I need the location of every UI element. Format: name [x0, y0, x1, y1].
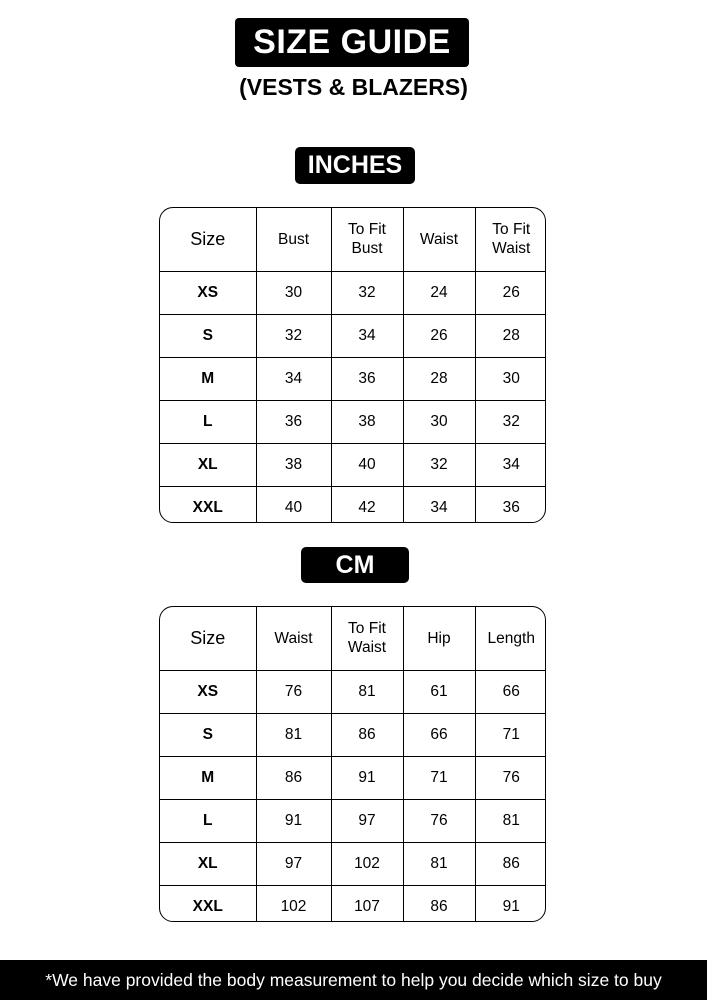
value-cell: 66 [475, 670, 546, 713]
value-cell: 32 [403, 443, 475, 486]
size-cell: S [160, 713, 256, 756]
value-cell: 91 [256, 799, 331, 842]
value-cell: 66 [403, 713, 475, 756]
table-row [160, 799, 546, 842]
value-cell: 91 [331, 756, 403, 799]
value-cell: 81 [475, 799, 546, 842]
size-cell: S [160, 314, 256, 357]
page-subtitle: (VESTS & BLAZERS) [239, 74, 468, 100]
inches-unit-badge: INCHES [295, 147, 415, 184]
value-cell: 61 [403, 670, 475, 713]
table-row [160, 486, 546, 523]
size-cell: L [160, 400, 256, 443]
size-cell: XXL [160, 486, 256, 523]
table-row [160, 756, 546, 799]
value-cell: 34 [403, 486, 475, 523]
inches-size-table [159, 207, 546, 523]
value-cell: 81 [331, 670, 403, 713]
column-header: To Fit Waist [331, 607, 403, 670]
column-header: Hip [403, 607, 475, 670]
value-cell: 86 [475, 842, 546, 885]
value-cell: 38 [331, 400, 403, 443]
column-header: Bust [256, 208, 331, 271]
value-cell: 38 [256, 443, 331, 486]
value-cell: 86 [331, 713, 403, 756]
value-cell: 26 [403, 314, 475, 357]
value-cell: 26 [475, 271, 546, 314]
size-cell: L [160, 799, 256, 842]
column-header: Waist [403, 208, 475, 271]
value-cell: 36 [475, 486, 546, 523]
value-cell: 102 [331, 842, 403, 885]
value-cell: 30 [256, 271, 331, 314]
value-cell: 76 [475, 756, 546, 799]
column-header: Length [475, 607, 546, 670]
table-header-row [160, 208, 546, 271]
table-row [160, 885, 546, 922]
table-row [160, 713, 546, 756]
value-cell: 32 [331, 271, 403, 314]
value-cell: 76 [256, 670, 331, 713]
cm-size-table [159, 606, 546, 922]
value-cell: 32 [475, 400, 546, 443]
value-cell: 30 [475, 357, 546, 400]
column-header: Size [160, 607, 256, 670]
size-cell: M [160, 756, 256, 799]
value-cell: 81 [403, 842, 475, 885]
value-cell: 76 [403, 799, 475, 842]
size-cell: XL [160, 842, 256, 885]
value-cell: 86 [403, 885, 475, 922]
value-cell: 24 [403, 271, 475, 314]
table-row [160, 842, 546, 885]
value-cell: 97 [331, 799, 403, 842]
table-row [160, 314, 546, 357]
table-row [160, 400, 546, 443]
column-header: Waist [256, 607, 331, 670]
value-cell: 40 [331, 443, 403, 486]
value-cell: 107 [331, 885, 403, 922]
value-cell: 28 [403, 357, 475, 400]
value-cell: 42 [331, 486, 403, 523]
size-cell: XS [160, 271, 256, 314]
value-cell: 81 [256, 713, 331, 756]
size-cell: M [160, 357, 256, 400]
value-cell: 30 [403, 400, 475, 443]
footer-note: *We have provided the body measurement to help you decide which size to buy [0, 960, 707, 1000]
value-cell: 71 [403, 756, 475, 799]
table-row [160, 670, 546, 713]
table-row [160, 443, 546, 486]
size-cell: XS [160, 670, 256, 713]
value-cell: 34 [256, 357, 331, 400]
table-header-row [160, 607, 546, 670]
table-row [160, 271, 546, 314]
value-cell: 34 [331, 314, 403, 357]
cm-unit-badge: CM [301, 547, 409, 583]
table-row [160, 357, 546, 400]
value-cell: 91 [475, 885, 546, 922]
value-cell: 36 [331, 357, 403, 400]
value-cell: 40 [256, 486, 331, 523]
value-cell: 34 [475, 443, 546, 486]
page-title: SIZE GUIDE [235, 18, 469, 67]
size-cell: XXL [160, 885, 256, 922]
column-header: To Fit Waist [475, 208, 546, 271]
value-cell: 32 [256, 314, 331, 357]
size-cell: XL [160, 443, 256, 486]
value-cell: 71 [475, 713, 546, 756]
value-cell: 28 [475, 314, 546, 357]
value-cell: 97 [256, 842, 331, 885]
value-cell: 36 [256, 400, 331, 443]
value-cell: 86 [256, 756, 331, 799]
column-header: Size [160, 208, 256, 271]
column-header: To Fit Bust [331, 208, 403, 271]
value-cell: 102 [256, 885, 331, 922]
